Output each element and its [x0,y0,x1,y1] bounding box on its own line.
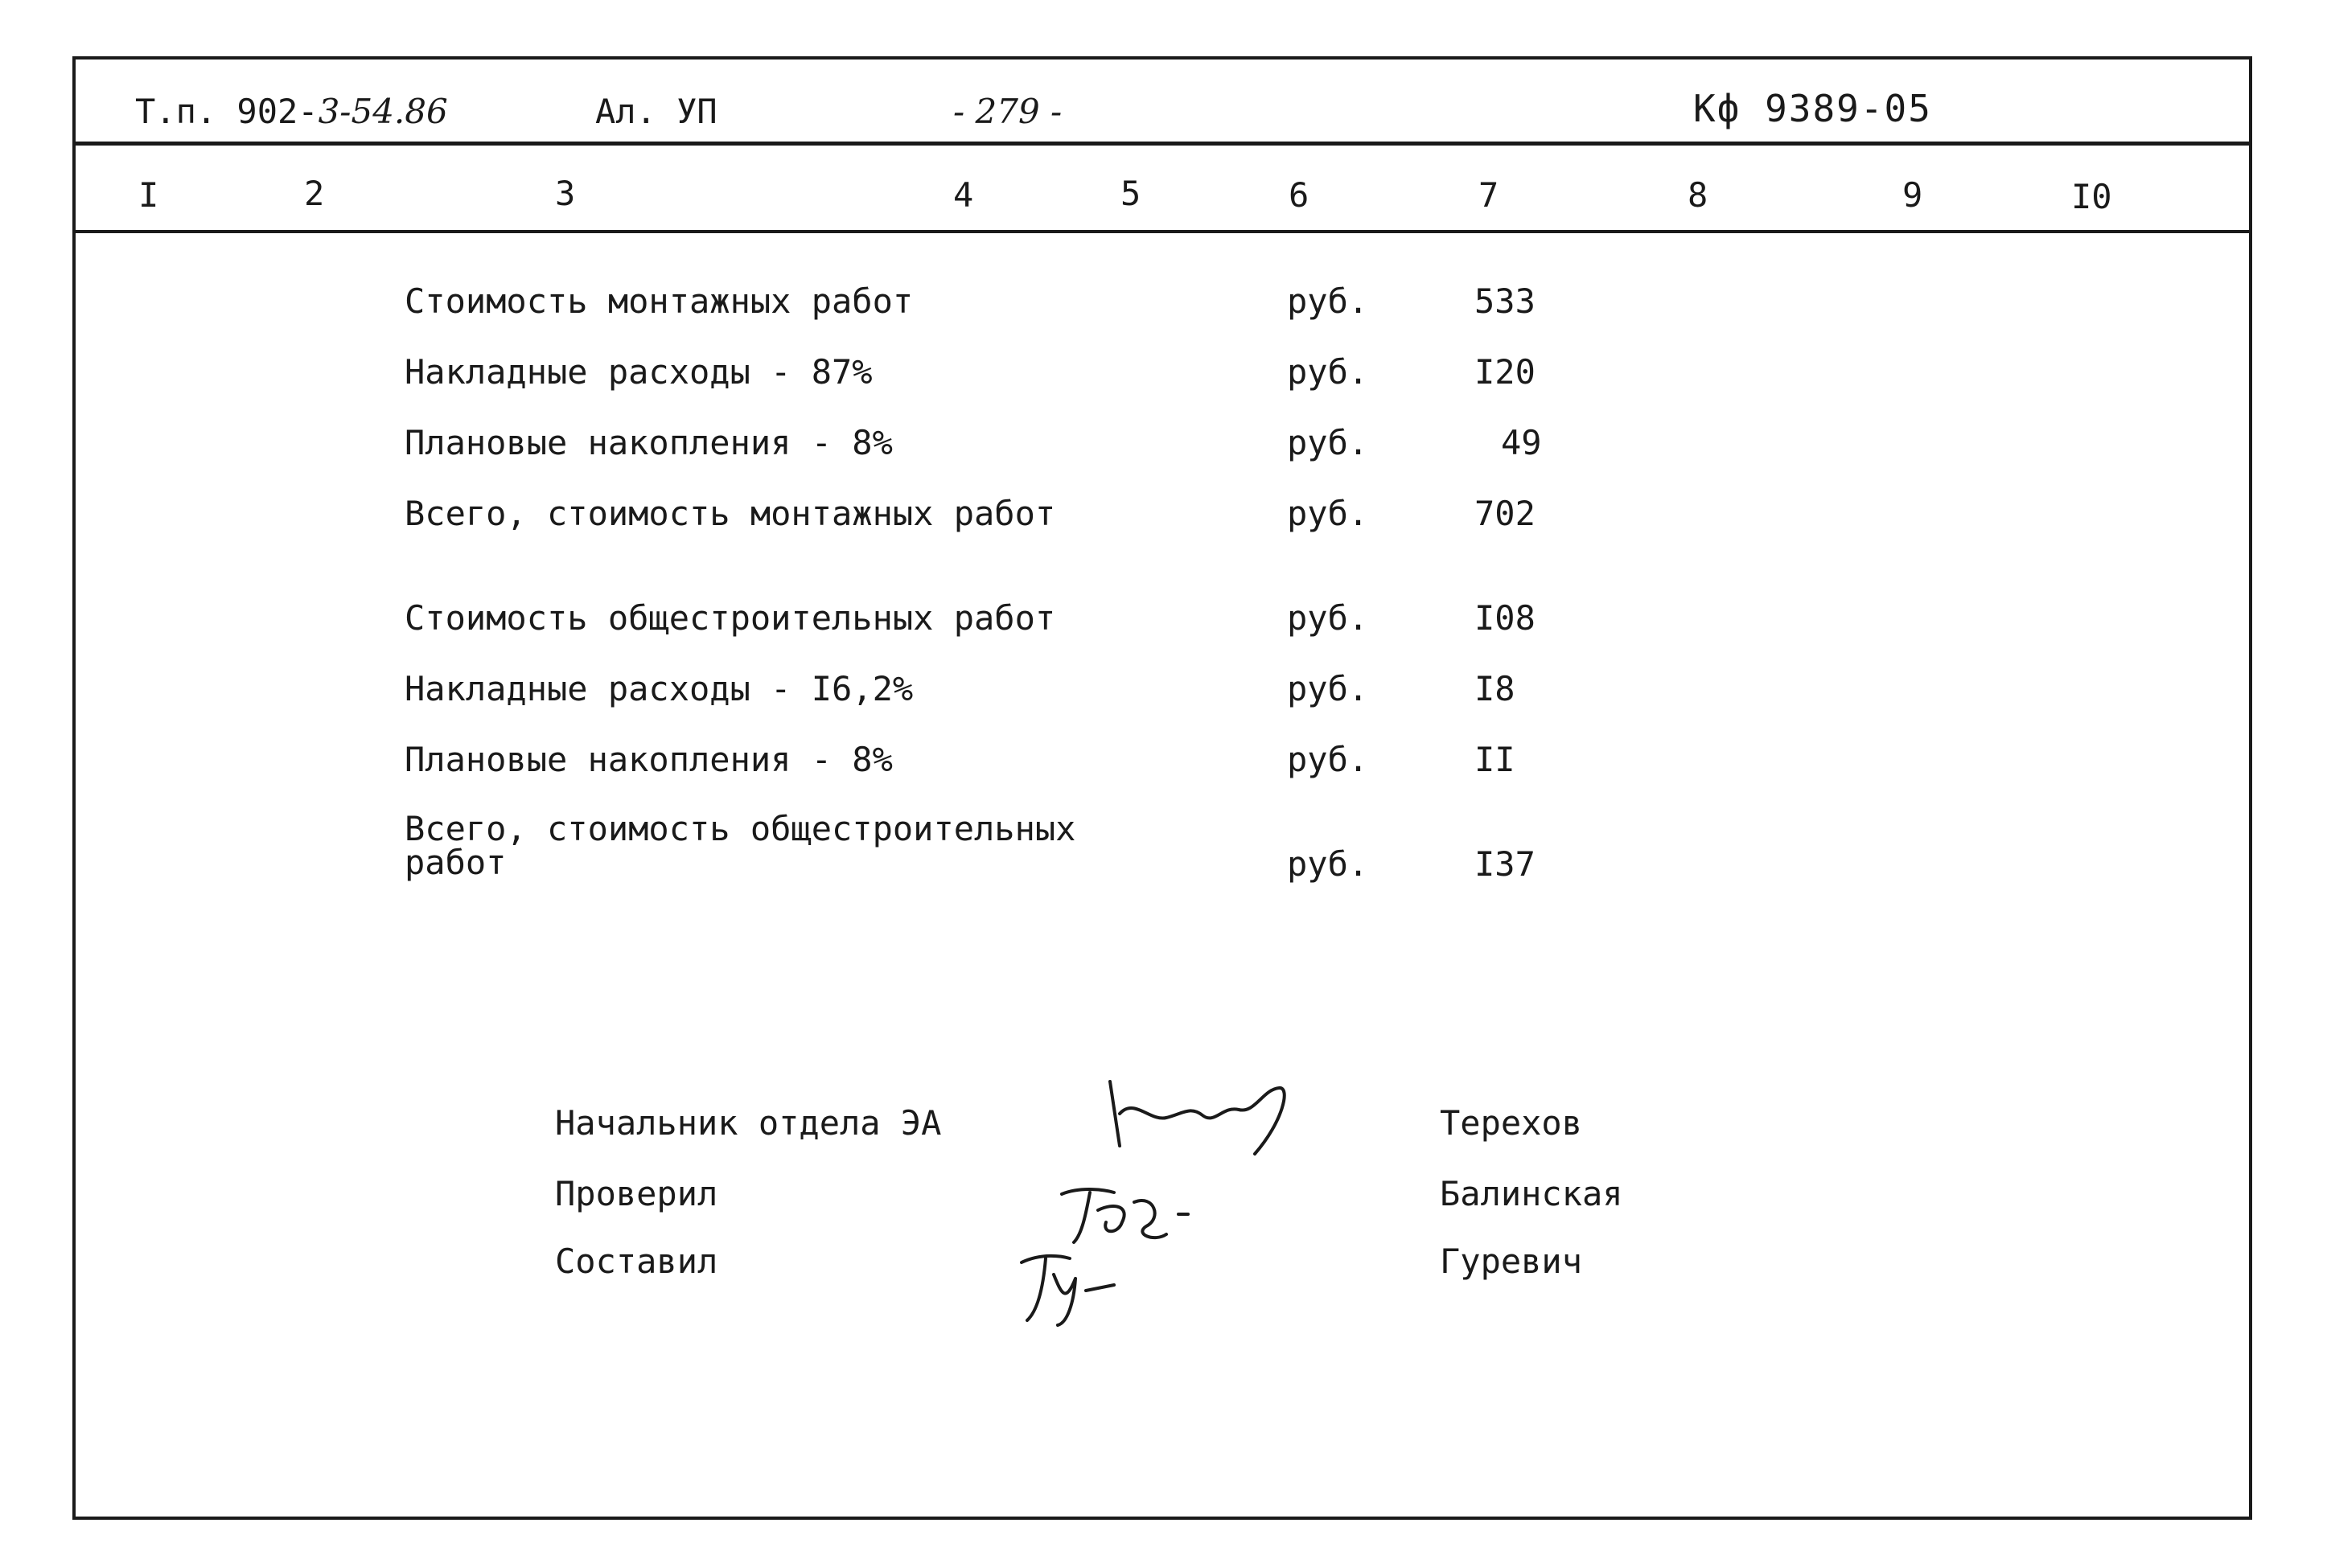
column-number: 2 [304,174,325,213]
row-label: Стоимость общестроительных работ [405,598,1056,638]
column-number: 6 [1289,175,1309,215]
row-label: Всего, стоимость общестроительных [405,809,1076,848]
row-label-continuation: работ [405,843,507,882]
row-label: Всего, стоимость монтажных работ [405,494,1056,533]
row-unit: руб. [1287,598,1369,638]
row-value: I08 [1474,598,1536,638]
row-unit: руб. [1287,352,1369,392]
row-label: Плановые накопления - 8% [405,423,893,462]
row-unit: руб. [1287,740,1369,779]
row-label: Стоимость монтажных работ [405,281,914,321]
project-suffix: 3-54.86 [318,92,448,131]
column-number: 9 [1902,175,1923,215]
row-label: Накладные расходы - 87% [405,352,873,392]
row-value: 49 [1501,423,1542,462]
header-divider [76,142,2249,146]
signature-name: Терехов [1440,1103,1583,1143]
handwritten-signature-icon [1058,1178,1194,1250]
handwritten-signature-icon [1018,1246,1130,1327]
project-number [135,92,448,131]
row-unit: руб. [1287,844,1369,884]
column-header-divider [76,230,2249,233]
document-code: Кф 9389-05 [1693,87,1932,130]
project-prefix: Т.п. 902- [135,92,319,131]
row-unit: руб. [1287,494,1369,533]
page-number: - 279 - [953,92,1063,131]
signature-role: Составил [555,1242,718,1281]
handwritten-signature-icon [1102,1073,1303,1170]
column-number: I [138,175,159,215]
signature-role: Проверил [555,1174,718,1213]
row-value: 702 [1474,494,1536,533]
row-value: I37 [1474,844,1536,884]
row-value: 533 [1474,281,1536,321]
row-label: Плановые накопления - 8% [405,740,893,779]
album-label: Ал. УП [595,92,717,131]
column-number: 5 [1120,174,1141,213]
row-value: II [1474,740,1515,779]
column-number: 3 [555,174,576,213]
row-unit: руб. [1287,281,1369,321]
column-number: I0 [2071,177,2112,216]
signature-name: Балинская [1440,1174,1623,1213]
row-label: Накладные расходы - I6,2% [405,669,914,708]
column-number: 4 [953,175,974,215]
row-value: I8 [1474,669,1515,708]
row-value: I20 [1474,352,1536,392]
row-unit: руб. [1287,423,1369,462]
document-frame [72,56,2252,1520]
signature-name: Гуревич [1440,1242,1583,1281]
row-unit: руб. [1287,669,1369,708]
column-number: 7 [1478,175,1499,215]
signature-role: Начальник отдела ЭА [555,1103,942,1143]
column-number: 8 [1688,175,1708,215]
